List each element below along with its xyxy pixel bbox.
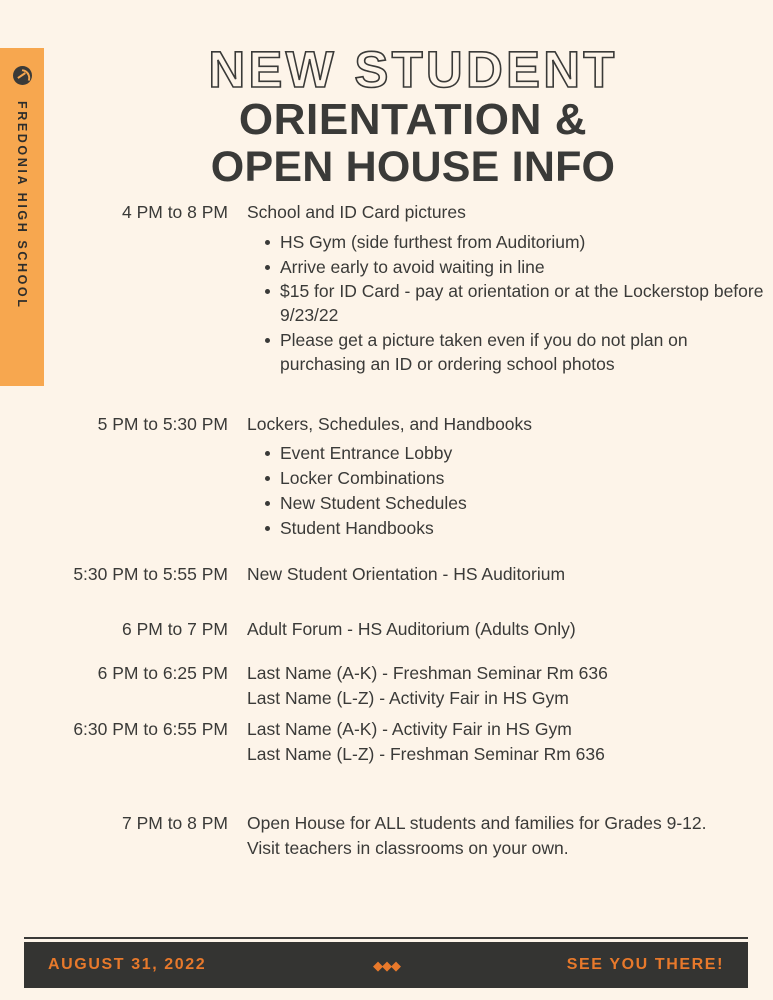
schedule-title: Open House for ALL students and families for Grades 9-12. Visit teachers in classrooms on your own. [247,812,707,858]
spacer [0,542,773,562]
schedule-title: Lockers, Schedules, and Handbooks [247,413,533,434]
headline-line-3: OPEN HOUSE INFO [210,142,616,191]
circle-arrow-logo-icon [13,66,32,85]
schedule-row [0,617,773,642]
footer-bar [24,942,748,988]
school-name-vertical: FREDONIA HIGH SCHOOL [15,101,29,310]
schedule-title: Last Name (A-K) - Activity Fair in HS Gym [247,719,572,740]
schedule-bullets [247,231,773,377]
schedule-row [0,200,773,378]
spacer [0,767,773,811]
headline-line-2: ORIENTATION & [238,95,588,145]
schedule-detail [228,811,718,861]
schedule-time: 6 PM to 7 PM [121,618,228,639]
schedule-title: New Student Orientation - HS Auditorium [247,563,566,584]
list-item: HS Gym (side furthest from Auditorium) [265,231,773,255]
list-item: Arrive early to avoid waiting in line [265,256,773,280]
schedule-title: Adult Forum - HS Auditorium (Adults Only) [247,618,576,639]
schedule-detail [228,617,576,642]
list-item: Locker Combinations [265,467,532,491]
spacer [0,378,773,412]
schedule-row [0,717,773,767]
list-item: Please get a picture taken even if you do not plan on purchasing an ID or ordering school photos [265,329,773,377]
schedule-list [0,200,773,860]
schedule-detail [228,562,565,587]
schedule-row [0,412,773,542]
schedule-detail [228,661,608,711]
event-date: AUGUST 31, 2022 [48,956,207,973]
schedule-time: 7 PM to 8 PM [121,812,228,833]
list-item: New Student Schedules [265,492,532,516]
schedule-title-secondary: Last Name (L-Z) - Freshman Seminar Rm 636 [247,743,605,764]
schedule-title-secondary: Last Name (L-Z) - Activity Fair in HS Gym [247,688,569,709]
schedule-time: 6:30 PM to 6:55 PM [73,719,228,740]
page-title [88,41,738,191]
headline-line-1: NEW STUDENT [208,41,618,98]
spacer [0,641,773,661]
schedule-detail [228,200,773,378]
schedule-time: 6 PM to 6:25 PM [97,663,228,684]
schedule-title: Last Name (A-K) - Freshman Seminar Rm 636 [247,663,608,684]
footer-cta-text: SEE YOU THERE! [566,956,724,973]
schedule-detail [228,717,605,767]
schedule-time: 5 PM to 5:30 PM [97,413,228,434]
list-item: Student Handbooks [265,517,532,541]
schedule-title: School and ID Card pictures [247,202,466,222]
schedule-time: 4 PM to 8 PM [121,202,228,222]
spacer [0,587,773,617]
schedule-bullets [247,442,532,540]
schedule-row [0,811,773,861]
schedule-row [0,661,773,711]
diamond-ornament-icon: ◆◆◆ [373,957,401,973]
list-item: Event Entrance Lobby [265,442,532,466]
schedule-row [0,562,773,587]
schedule-detail [228,412,532,542]
list-item: $15 for ID Card - pay at orientation or at the Lockerstop before 9/23/22 [265,280,773,328]
schedule-time: 5:30 PM to 5:55 PM [73,563,228,584]
footer-divider [24,936,748,939]
